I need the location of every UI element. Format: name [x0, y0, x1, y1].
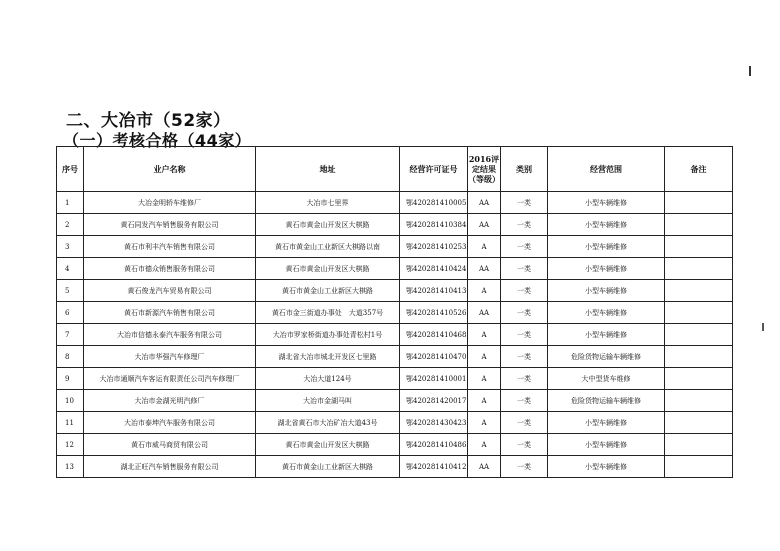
cell-index: 2 — [57, 214, 84, 236]
cell-note — [665, 192, 733, 214]
table-row — [57, 280, 733, 302]
cell-business-scope: 小型车辆维修 — [548, 236, 665, 258]
cell-grade: AA — [468, 302, 501, 324]
cell-category: 一类 — [501, 192, 548, 214]
cell-index: 8 — [57, 346, 84, 368]
cell-business-name: 黄石同发汽车销售服务有限公司 — [84, 214, 256, 236]
cell-business-name: 大冶市华强汽车修理厂 — [84, 346, 256, 368]
cell-address: 大冶市罗家桥街道办事处青松村1号 — [256, 324, 400, 346]
cell-business-name: 大冶市泰坤汽车服务有限公司 — [84, 412, 256, 434]
cell-category: 一类 — [501, 390, 548, 412]
cell-category: 一类 — [501, 214, 548, 236]
cell-business-name: 黄石俊龙汽车贸易有限公司 — [84, 280, 256, 302]
cell-address: 大冶市七里界 — [256, 192, 400, 214]
cell-category: 一类 — [501, 280, 548, 302]
cell-business-scope: 小型车辆维修 — [548, 302, 665, 324]
cell-index: 6 — [57, 302, 84, 324]
table-row — [57, 368, 733, 390]
cell-note — [665, 346, 733, 368]
subsection-heading: （一）考核合格（44家） — [63, 131, 252, 150]
cell-note — [665, 368, 733, 390]
table-row — [57, 346, 733, 368]
table-row — [57, 324, 733, 346]
cell-index: 12 — [57, 434, 84, 456]
cell-business-scope: 危险货物运输车辆维修 — [548, 346, 665, 368]
table-row — [57, 390, 733, 412]
cell-grade: AA — [468, 456, 501, 478]
cell-index: 13 — [57, 456, 84, 478]
cell-business-name: 大冶金明轿车维修厂 — [84, 192, 256, 214]
cell-business-name: 黄石市德众销售服务有限公司 — [84, 258, 256, 280]
cell-business-scope: 大中型货车维修 — [548, 368, 665, 390]
cell-note — [665, 456, 733, 478]
cell-note — [665, 236, 733, 258]
table-header-row — [57, 147, 733, 192]
cell-license-number: 鄂420281410486 — [400, 434, 468, 456]
cell-business-name: 黄石市威马商贸有限公司 — [84, 434, 256, 456]
cell-grade: A — [468, 324, 501, 346]
cell-index: 10 — [57, 390, 84, 412]
repair-shop-table — [56, 146, 733, 478]
cell-category: 一类 — [501, 456, 548, 478]
cell-index: 11 — [57, 412, 84, 434]
margin-mark — [762, 323, 764, 331]
table-row — [57, 302, 733, 324]
table-row — [57, 192, 733, 214]
cell-note — [665, 324, 733, 346]
table-row — [57, 456, 733, 478]
cell-business-scope: 小型车辆维修 — [548, 214, 665, 236]
cell-business-scope: 小型车辆维修 — [548, 456, 665, 478]
cell-address: 黄石市黄金山工业新区大棋路 — [256, 280, 400, 302]
column-header-category: 类别 — [501, 147, 548, 192]
cell-note — [665, 302, 733, 324]
cell-grade: A — [468, 346, 501, 368]
table-row — [57, 258, 733, 280]
column-header-license: 经营许可证号 — [400, 147, 468, 192]
column-header-grade: 2016评定结果（等级） — [468, 147, 501, 192]
cell-grade: AA — [468, 258, 501, 280]
cell-license-number: 鄂420281410412 — [400, 456, 468, 478]
cell-index: 1 — [57, 192, 84, 214]
cell-license-number: 鄂420281410468 — [400, 324, 468, 346]
margin-mark — [749, 66, 751, 76]
cell-grade: A — [468, 412, 501, 434]
cell-index: 7 — [57, 324, 84, 346]
cell-license-number: 鄂420281410526 — [400, 302, 468, 324]
cell-address: 湖北省黄石市大冶矿冶大道43号 — [256, 412, 400, 434]
cell-category: 一类 — [501, 302, 548, 324]
table-row — [57, 412, 733, 434]
cell-business-scope: 小型车辆维修 — [548, 434, 665, 456]
table-body — [57, 192, 733, 478]
column-header-index: 序号 — [57, 147, 84, 192]
cell-business-name: 大冶市金湖光明汽修厂 — [84, 390, 256, 412]
table-row — [57, 236, 733, 258]
column-header-address: 地址 — [256, 147, 400, 192]
cell-address: 黄石市黄金山开发区大棋路 — [256, 258, 400, 280]
cell-index: 4 — [57, 258, 84, 280]
cell-address: 黄石市黄金山工业新区大棋路 — [256, 456, 400, 478]
cell-category: 一类 — [501, 346, 548, 368]
cell-address: 黄石市黄金山开发区大棋路 — [256, 434, 400, 456]
cell-index: 5 — [57, 280, 84, 302]
cell-grade: A — [468, 390, 501, 412]
cell-grade: A — [468, 434, 501, 456]
cell-note — [665, 412, 733, 434]
cell-license-number: 鄂420281410005 — [400, 192, 468, 214]
cell-license-number: 鄂420281410253 — [400, 236, 468, 258]
cell-license-number: 鄂420281410384 — [400, 214, 468, 236]
cell-category: 一类 — [501, 434, 548, 456]
cell-address: 黄石市金三街道办事处 大道357号 — [256, 302, 400, 324]
cell-index: 9 — [57, 368, 84, 390]
cell-license-number: 鄂420281410001 — [400, 368, 468, 390]
cell-grade: A — [468, 236, 501, 258]
cell-business-name: 大冶市信德永泰汽车服务有限公司 — [84, 324, 256, 346]
cell-address: 黄石市黄金山开发区大棋路 — [256, 214, 400, 236]
column-header-note: 备注 — [665, 147, 733, 192]
cell-address: 大冶大道124号 — [256, 368, 400, 390]
cell-business-scope: 小型车辆维修 — [548, 412, 665, 434]
table-row — [57, 214, 733, 236]
cell-business-name: 大冶市通顺汽车客运有限责任公司汽车修理厂 — [84, 368, 256, 390]
cell-note — [665, 280, 733, 302]
cell-note — [665, 214, 733, 236]
cell-grade: A — [468, 280, 501, 302]
table-row — [57, 434, 733, 456]
cell-note — [665, 390, 733, 412]
cell-license-number: 鄂420281410470 — [400, 346, 468, 368]
cell-business-name: 黄石市利丰汽车销售有限公司 — [84, 236, 256, 258]
cell-index: 3 — [57, 236, 84, 258]
cell-address: 大冶市金湖马叫 — [256, 390, 400, 412]
cell-address: 黄石市黄金山工业新区大棋路以南 — [256, 236, 400, 258]
cell-category: 一类 — [501, 258, 548, 280]
cell-category: 一类 — [501, 368, 548, 390]
cell-license-number: 鄂420281420017 — [400, 390, 468, 412]
cell-license-number: 鄂420281430423 — [400, 412, 468, 434]
cell-business-scope: 小型车辆维修 — [548, 258, 665, 280]
cell-license-number: 鄂420281410413 — [400, 280, 468, 302]
cell-category: 一类 — [501, 324, 548, 346]
cell-note — [665, 258, 733, 280]
cell-business-scope: 危险货物运输车辆维修 — [548, 390, 665, 412]
cell-grade: A — [468, 368, 501, 390]
cell-grade: AA — [468, 214, 501, 236]
column-header-scope: 经营范围 — [548, 147, 665, 192]
cell-business-scope: 小型车辆维修 — [548, 324, 665, 346]
cell-category: 一类 — [501, 412, 548, 434]
cell-grade: AA — [468, 192, 501, 214]
section-heading: 二、大冶市（52家） — [66, 111, 231, 131]
cell-business-name: 湖北正旺汽车销售服务有限公司 — [84, 456, 256, 478]
cell-note — [665, 434, 733, 456]
cell-address: 湖北省大冶市城北开发区七里路 — [256, 346, 400, 368]
cell-category: 一类 — [501, 236, 548, 258]
column-header-name: 业户名称 — [84, 147, 256, 192]
cell-business-scope: 小型车辆维修 — [548, 192, 665, 214]
cell-business-scope: 小型车辆维修 — [548, 280, 665, 302]
cell-license-number: 鄂420281410424 — [400, 258, 468, 280]
cell-business-name: 黄石市新源汽车销售有限公司 — [84, 302, 256, 324]
